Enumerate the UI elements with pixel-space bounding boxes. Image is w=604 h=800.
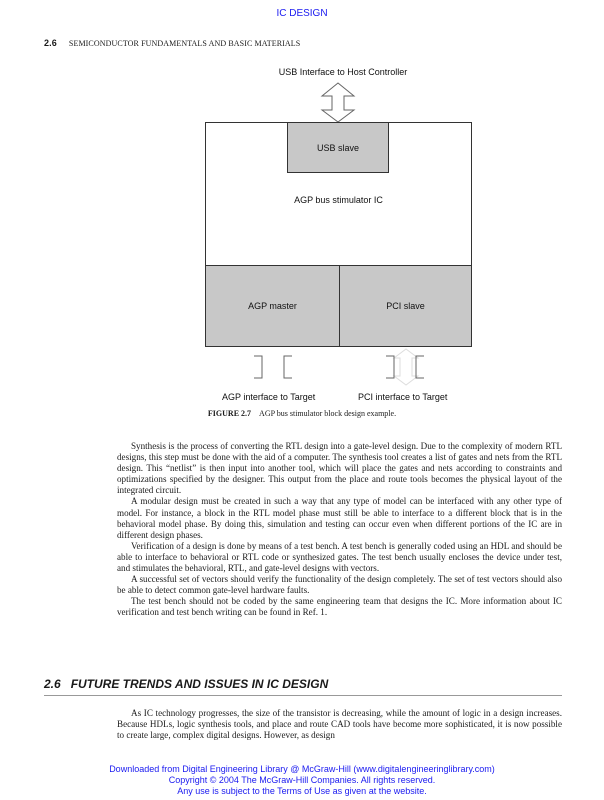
paragraph: As IC technology progresses, the size of the transistor is decreasing, while the amount of logic in a design increases. Because HDLs, logic synthesis tools, and place and route CAD tools have become more sophisticated, it is now possible to create large, complex digital designs. However, as design <box>117 708 562 741</box>
usb-arrow <box>322 83 354 122</box>
agp-master-block: AGP master <box>205 265 340 347</box>
pci-arrow-ghost <box>394 349 418 385</box>
top-link[interactable]: IC DESIGN <box>276 8 328 19</box>
paragraph: A successful set of vectors should verify the functionality of the design completely. The set of test vectors should also be able to detect common gate-level hardware faults. <box>117 574 562 596</box>
section-number: 2.6 <box>44 677 61 691</box>
paragraph: The test bench should not be coded by the same engineering team that designs the IC. More information about IC verification and test bench writing can be found in Ref. 1. <box>117 596 562 618</box>
agp-bracket-left <box>254 356 262 378</box>
paragraph: A modular design must be created in such a way that any type of model can be interfaced with any other type of model. For instance, a block in the RTL model phase must still be able to interface to a different block that is in the behavioral model phase. By doing this, simulation and testing can occur even when different portions of the IC are in different design phases. <box>117 496 562 540</box>
caption-number: FIGURE 2.7 <box>207 409 252 418</box>
caption-text: AGP bus stimulator block design example. <box>259 409 397 418</box>
pci-bracket-right <box>416 356 424 378</box>
paragraph: Synthesis is the process of converting the RTL design into a gate-level design. Due to the complexity of modern RTL designs, this step must be done with the aid of a computer. The synthesis tool creates a list of gates and nets from the RTL design. This “netlist” is then input into another tool, which will place the gates and nets according to constraints and optimizations specified by the designer. This output from the place and route tools becomes the physical layout of the integrated circuit. <box>117 441 562 496</box>
section-title: FUTURE TRENDS AND ISSUES IN IC DESIGN <box>70 677 329 691</box>
running-head-title: SEMICONDUCTOR FUNDAMENTALS AND BASIC MATERIALS <box>68 39 301 48</box>
pci-slave-block: PCI slave <box>339 265 472 347</box>
ic-label: AGP bus stimulator IC <box>294 195 383 205</box>
agp-bracket-right <box>284 356 292 378</box>
body-text <box>117 441 562 619</box>
figure-caption <box>0 409 604 418</box>
footer <box>0 764 604 797</box>
pci-target-label: PCI interface to Target <box>358 392 448 402</box>
usb-slave-block: USB slave <box>287 122 389 173</box>
section-heading <box>44 677 562 696</box>
running-head-number: 2.6 <box>44 38 57 48</box>
agp-target-label: AGP interface to Target <box>222 392 316 402</box>
section-body-text <box>117 708 562 741</box>
usb-interface-label: USB Interface to Host Controller <box>278 67 408 77</box>
footer-download-link[interactable]: Downloaded from Digital Engineering Library @ McGraw-Hill (www.digitalengineeringlibrary.com) <box>109 764 495 774</box>
pci-bracket-left <box>386 356 394 378</box>
footer-copyright: Copyright © 2004 The McGraw-Hill Companies. All rights reserved. <box>168 775 436 785</box>
paragraph: Verification of a design is done by means of a test bench. A test bench is generally coded using an HDL and should be able to interface to behavioral or RTL code or synthesized gates. The test bench usually encloses the device under test, and stimulates the behavioral, RTL, and gate-level designs with vectors. <box>117 540 562 574</box>
footer-terms[interactable]: Any use is subject to the Terms of Use as given at the website. <box>177 786 427 796</box>
